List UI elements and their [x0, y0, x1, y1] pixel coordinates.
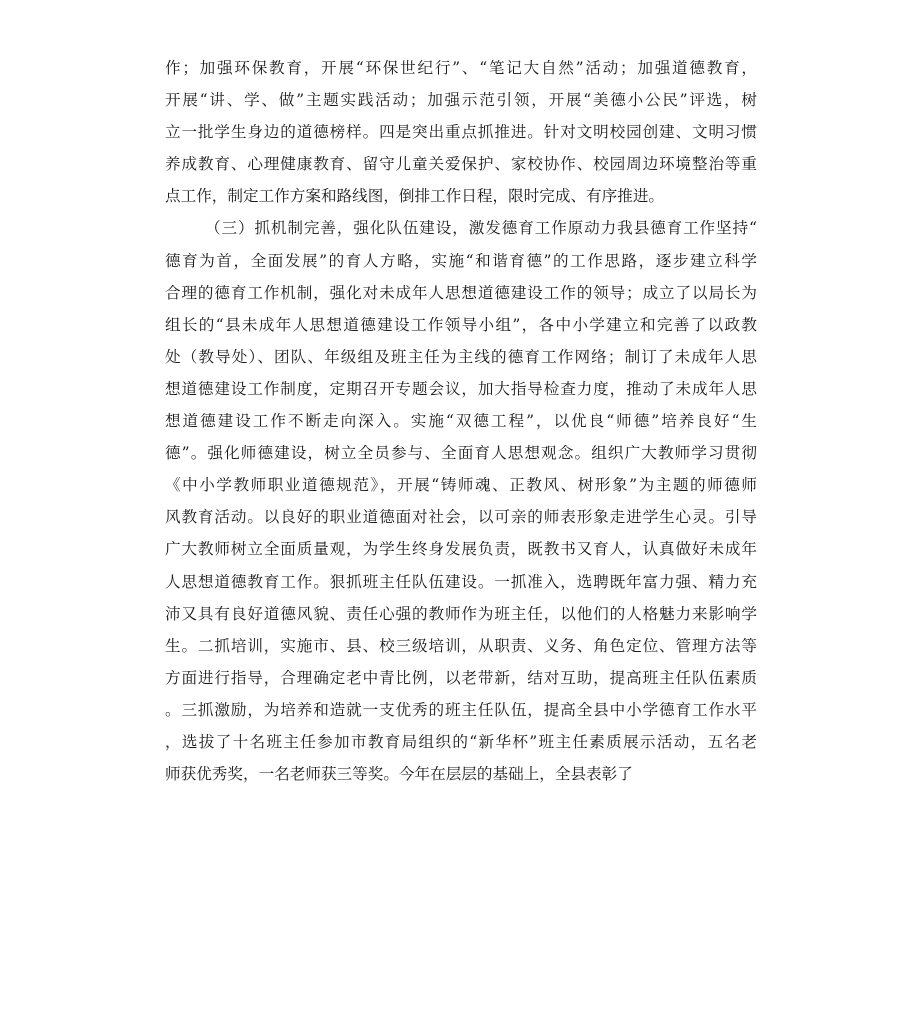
- text-line: 。三抓激励，为培养和造就一支优秀的班主任队伍，提高全县中小学德育工作水平: [165, 700, 757, 719]
- text-line: ，选拔了十名班主任参加市教育局组织的“新华杯”班主任素质展示活动，五名老: [165, 732, 757, 751]
- text-line: 想道德建设工作不断走向深入。实施“双德工程”，以优良“师德”培养良好“生: [165, 412, 757, 431]
- text-line: 想道德建设工作制度，定期召开专题会议，加大指导检查力度，推动了未成年人思: [165, 379, 757, 398]
- text-line: 立一批学生身边的道德榜样。四是突出重点抓推进。针对文明校园创建、文明习惯: [165, 123, 757, 142]
- text-line: 德”。强化师德建设，树立全员参与、全面育人思想观念。组织广大教师学习贯彻: [165, 444, 757, 463]
- text-line: 合理的德育工作机制，强化对未成年人思想道德建设工作的领导；成立了以局长为: [165, 283, 757, 302]
- text-line: 点工作，制定工作方案和路线图，倒排工作日程，限时完成、有序推进。: [165, 187, 665, 206]
- text-line: 广大教师树立全面质量观，为学生终身发展负责，既教书又育人，认真做好未成年: [165, 540, 757, 559]
- section-heading-line: （三）抓机制完善，强化队伍建设，激发德育工作原动力我县德育工作坚持“: [205, 219, 757, 238]
- text-line: 师获优秀奖，一名老师获三等奖。今年在层层的基础上，全县表彰了: [165, 765, 633, 784]
- text-line: 方面进行指导，合理确定老中青比例，以老带新，结对互助，提高班主任队伍素质: [165, 668, 757, 687]
- text-line: 德育为首，全面发展”的育人方略，实施“和谐育德”的工作思路，逐步建立科学: [165, 251, 757, 270]
- text-line: 处（教导处）、团队、年级组及班主任为主线的德育工作网络；制订了未成年人思: [165, 347, 757, 366]
- text-line: 人思想道德教育工作。狠抓班主任队伍建设。一抓准入，选聘既年富力强、精力充: [165, 572, 757, 591]
- text-line: 作；加强环保教育，开展“环保世纪行”、“笔记大自然”活动；加强道德教育，: [165, 59, 757, 77]
- text-line: 生。二抓培训，实施市、县、校三级培训，从职责、义务、角色定位、管理方法等: [165, 636, 757, 655]
- text-line: 风教育活动。以良好的职业道德面对社会，以可亲的师表形象走进学生心灵。引导: [165, 508, 757, 527]
- text-line: 养成教育、心理健康教育、留守儿童关爱保护、家校协作、校园周边环境整治等重: [165, 155, 757, 174]
- text-line: 《中小学教师职业道德规范》，开展“铸师魂、正教风、树形象”为主题的师德师: [165, 476, 757, 495]
- text-line: 组长的“县未成年人思想道德建设工作领导小组”，各中小学建立和完善了以政教: [165, 315, 757, 334]
- text-line: 沛又具有良好道德风貌、责任心强的教师作为班主任，以他们的人格魅力来影响学: [165, 604, 757, 623]
- body-text: [165, 52, 757, 790]
- text-line: 开展“讲、学、做”主题实践活动；加强示范引领，开展“美德小公民”评选，树: [165, 91, 757, 110]
